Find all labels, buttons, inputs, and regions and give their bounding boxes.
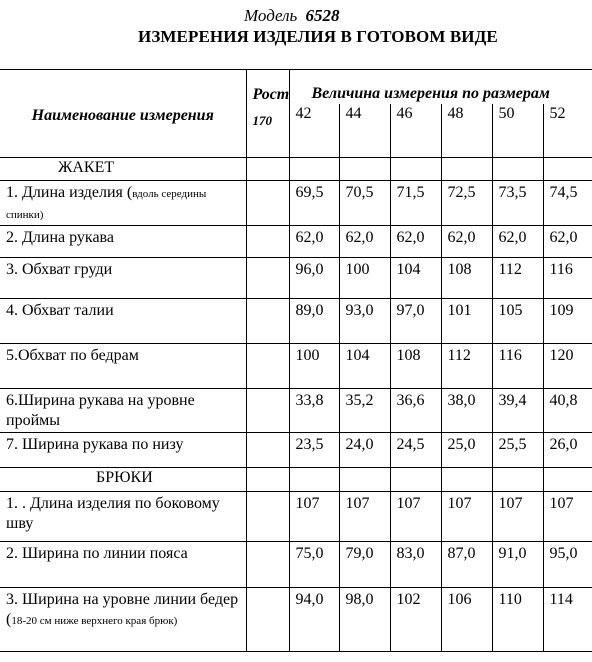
value-cell: 107 [289, 492, 339, 542]
column-header-sizes: Величина измерения по размерам [289, 70, 592, 104]
row-label: 7. Ширина рукава по низу [0, 433, 246, 468]
value-cell: 62,0 [289, 226, 339, 258]
growth-value: 170 [252, 113, 272, 128]
value-cell: 35,2 [339, 389, 390, 433]
table-row [0, 258, 592, 299]
document-header [0, 0, 592, 68]
table-row [0, 542, 592, 588]
size-cell: 52 [543, 104, 592, 158]
row-label: 3. Обхват груди [0, 258, 246, 299]
page-title: ИЗМЕРЕНИЯ ИЗДЕЛИЯ В ГОТОВОМ ВИДЕ [138, 27, 498, 46]
value-cell: 38,0 [441, 389, 492, 433]
value-cell: 95,0 [543, 542, 592, 588]
value-cell: 26,0 [543, 433, 592, 468]
size-cell: 42 [289, 104, 339, 158]
growth-label: Рост [252, 86, 290, 103]
value-cell: 100 [289, 344, 339, 389]
value-cell: 25,5 [492, 433, 543, 468]
value-cell: 62,0 [543, 226, 592, 258]
value-cell: 69,5 [289, 181, 339, 226]
table-row [0, 344, 592, 389]
value-cell: 33,8 [289, 389, 339, 433]
value-cell: 62,0 [339, 226, 390, 258]
value-cell: 110 [492, 588, 543, 652]
row-label: 2. Ширина по линии пояса [0, 542, 246, 588]
value-cell: 101 [441, 299, 492, 344]
value-cell: 72,5 [441, 181, 492, 226]
value-cell: 104 [339, 344, 390, 389]
value-cell: 96,0 [289, 258, 339, 299]
row-label: 6.Ширина рукава на уровне проймы [0, 389, 246, 433]
size-cell: 50 [492, 104, 543, 158]
value-cell: 107 [390, 492, 441, 542]
row-label: 1. Длина изделия (вдоль середины спинки) [0, 181, 246, 226]
value-cell: 74,5 [543, 181, 592, 226]
value-cell: 91,0 [492, 542, 543, 588]
model-label: Модель [244, 6, 298, 25]
value-cell: 97,0 [390, 299, 441, 344]
value-cell: 40,8 [543, 389, 592, 433]
model-line [244, 6, 340, 26]
value-cell: 104 [390, 258, 441, 299]
column-header-growth [246, 70, 289, 158]
section-row [0, 468, 592, 492]
value-cell: 102 [390, 588, 441, 652]
value-cell: 73,5 [492, 181, 543, 226]
column-header-name: Наименование измерения [0, 70, 246, 158]
model-number: 6528 [305, 6, 340, 25]
row-label: 2. Длина рукава [0, 226, 246, 258]
table-row [0, 226, 592, 258]
value-cell: 98,0 [339, 588, 390, 652]
value-cell: 93,0 [339, 299, 390, 344]
value-cell: 108 [390, 344, 441, 389]
table-row [0, 588, 592, 652]
value-cell: 71,5 [390, 181, 441, 226]
value-cell: 23,5 [289, 433, 339, 468]
value-cell: 24,0 [339, 433, 390, 468]
value-cell: 107 [543, 492, 592, 542]
section-row [0, 158, 592, 181]
value-cell: 39,4 [492, 389, 543, 433]
value-cell: 87,0 [441, 542, 492, 588]
value-cell: 24,5 [390, 433, 441, 468]
value-cell: 109 [543, 299, 592, 344]
row-label: 4. Обхват талии [0, 299, 246, 344]
value-cell: 107 [441, 492, 492, 542]
value-cell: 108 [441, 258, 492, 299]
size-cell: 44 [339, 104, 390, 158]
value-cell: 100 [339, 258, 390, 299]
value-cell: 116 [543, 258, 592, 299]
row-label: 3. Ширина на уровне линии бедер (18-20 см ниже верхнего края брюк) [0, 588, 246, 652]
value-cell: 112 [492, 258, 543, 299]
section-title: ЖАКЕТ [0, 158, 246, 181]
value-cell: 75,0 [289, 542, 339, 588]
value-cell: 79,0 [339, 542, 390, 588]
value-cell: 120 [543, 344, 592, 389]
value-cell: 112 [441, 344, 492, 389]
table-row [0, 433, 592, 468]
row-label: 5.Обхват по бедрам [0, 344, 246, 389]
table-header-row [0, 70, 592, 104]
measurements-table [0, 69, 592, 652]
size-cell: 46 [390, 104, 441, 158]
value-cell: 116 [492, 344, 543, 389]
value-cell: 89,0 [289, 299, 339, 344]
size-cell: 48 [441, 104, 492, 158]
table-row [0, 389, 592, 433]
section-title: БРЮКИ [0, 468, 246, 492]
row-label: 1. . Длина изделия по боковому шву [0, 492, 246, 542]
table-row [0, 492, 592, 542]
value-cell: 94,0 [289, 588, 339, 652]
value-cell: 106 [441, 588, 492, 652]
value-cell: 105 [492, 299, 543, 344]
value-cell: 25,0 [441, 433, 492, 468]
value-cell: 107 [339, 492, 390, 542]
value-cell: 70,5 [339, 181, 390, 226]
value-cell: 62,0 [441, 226, 492, 258]
value-cell: 83,0 [390, 542, 441, 588]
table-row [0, 299, 592, 344]
table-row [0, 181, 592, 226]
value-cell: 62,0 [492, 226, 543, 258]
value-cell: 36,6 [390, 389, 441, 433]
value-cell: 107 [492, 492, 543, 542]
value-cell: 114 [543, 588, 592, 652]
value-cell: 62,0 [390, 226, 441, 258]
